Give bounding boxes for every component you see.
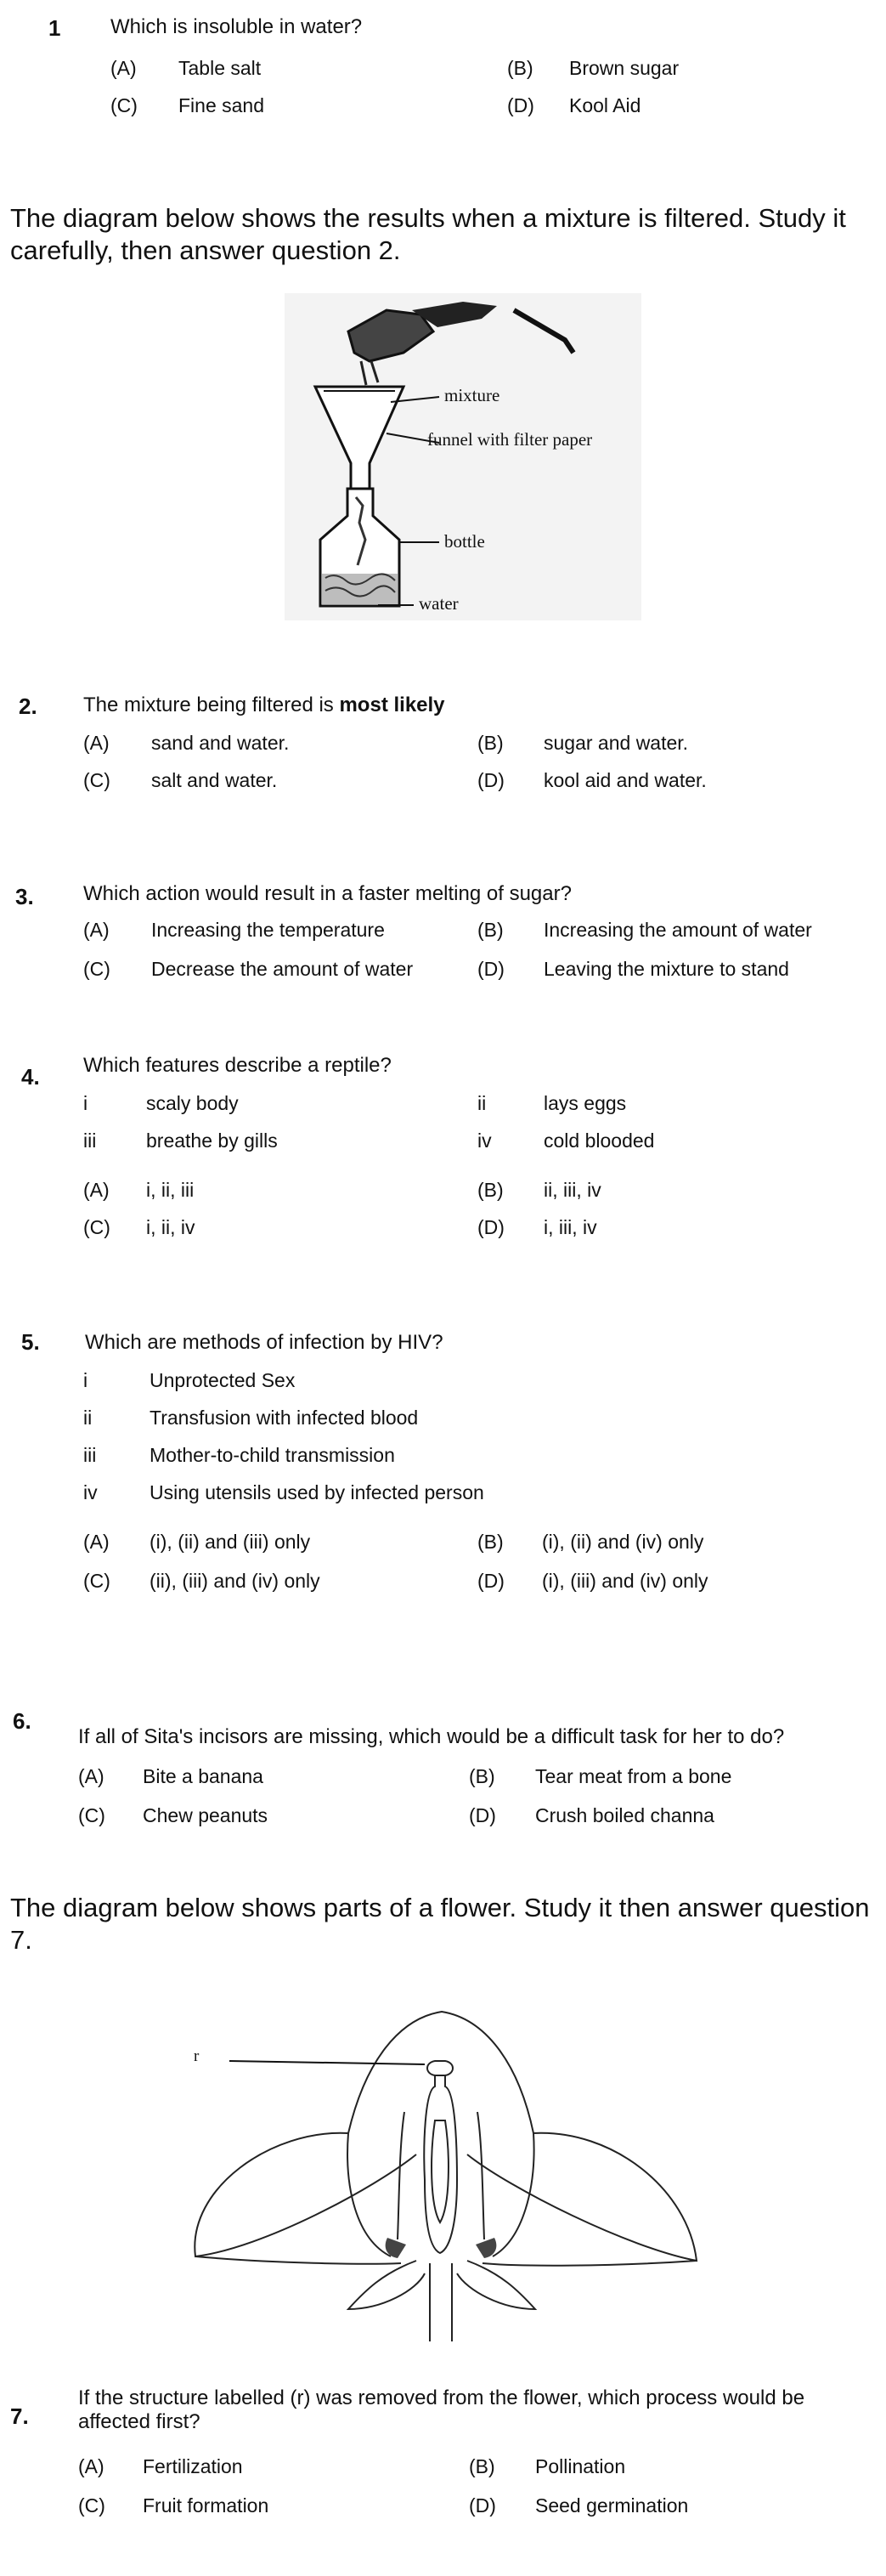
item-text: Transfusion with infected blood	[150, 1407, 419, 1429]
question-stem-line-1: If the structure labelled (r) was removed from the flower, which process would be	[78, 2386, 805, 2409]
item-label: i	[83, 1092, 88, 1114]
item-label: i	[83, 1369, 88, 1391]
option-text: Brown sugar	[569, 57, 680, 79]
option-label: (C)	[78, 1804, 105, 1826]
option-label: (D)	[477, 958, 505, 980]
option-label: (B)	[507, 57, 533, 79]
option-label: (C)	[83, 1216, 110, 1238]
option-text: Fruit formation	[143, 2494, 269, 2517]
item-label: iv	[477, 1129, 492, 1152]
option-label: (B)	[477, 1179, 504, 1201]
option-label: (A)	[78, 1765, 104, 1787]
option-text: (i), (ii) and (iii) only	[150, 1531, 311, 1553]
item-label: ii	[477, 1092, 487, 1114]
option-text: Table salt	[178, 57, 262, 79]
option-label: (B)	[477, 919, 504, 941]
item-text: breathe by gills	[146, 1129, 278, 1152]
item-label: iii	[83, 1129, 97, 1152]
option-text: Tear meat from a bone	[535, 1765, 732, 1787]
question-number: 7.	[10, 2403, 29, 2429]
option-label: (A)	[110, 57, 137, 79]
option-text: (i), (ii) and (iv) only	[542, 1531, 704, 1553]
option-text: salt and water.	[151, 769, 278, 791]
filter-diagram-drawing	[285, 293, 641, 620]
option-text: Pollination	[535, 2455, 626, 2477]
option-text: Fine sand	[178, 94, 265, 116]
option-text: i, ii, iii	[146, 1179, 195, 1201]
intro-flower-line-1: The diagram below shows parts of a flower. Study it then answer question	[10, 1893, 870, 1922]
label-water: water	[419, 593, 459, 614]
label-r: r	[194, 2047, 200, 2065]
option-label: (A)	[83, 1179, 110, 1201]
option-label: (C)	[83, 1570, 110, 1592]
flower-diagram-drawing	[170, 1993, 748, 2350]
question-stem	[83, 694, 445, 717]
flower-diagram	[170, 1993, 748, 2350]
item-label: iv	[83, 1481, 98, 1503]
label-mixture: mixture	[444, 385, 500, 405]
question-stem-line-2: affected first?	[78, 2410, 200, 2433]
item-text: scaly body	[146, 1092, 239, 1114]
option-text: (i), (iii) and (iv) only	[542, 1570, 708, 1592]
option-text: Leaving the mixture to stand	[544, 958, 789, 980]
label-funnel: funnel with filter paper	[427, 429, 593, 450]
option-text: Bite a banana	[143, 1765, 263, 1787]
option-label: (D)	[469, 1804, 496, 1826]
item-text: cold blooded	[544, 1129, 655, 1152]
option-label: (A)	[83, 732, 110, 754]
option-text: Kool Aid	[569, 94, 641, 116]
option-label: (C)	[110, 94, 138, 116]
item-text: Mother-to-child transmission	[150, 1444, 395, 1466]
option-text: Increasing the amount of water	[544, 919, 812, 941]
item-label: iii	[83, 1444, 97, 1466]
option-label: (A)	[78, 2455, 104, 2477]
filter-diagram	[285, 293, 641, 620]
option-text: Crush boiled channa	[535, 1804, 714, 1826]
option-label: (B)	[477, 1531, 504, 1553]
question-number: 6.	[13, 1708, 31, 1734]
option-label: (D)	[477, 1570, 505, 1592]
option-label: (B)	[469, 1765, 495, 1787]
question-stem: Which is insoluble in water?	[110, 15, 363, 38]
item-text: lays eggs	[544, 1092, 627, 1114]
intro-filter-line-2: carefully, then answer question 2.	[10, 235, 401, 265]
option-text: Fertilization	[143, 2455, 243, 2477]
question-stem: If all of Sita's incisors are missing, which would be a difficult task for her to do?	[78, 1725, 785, 1748]
stem-text: The mixture being filtered is	[83, 694, 340, 716]
option-label: (A)	[83, 1531, 110, 1553]
intro-flower-line-2: 7.	[10, 1925, 32, 1955]
question-number: 5.	[21, 1329, 40, 1355]
option-label: (D)	[477, 1216, 505, 1238]
item-text: Using utensils used by infected person	[150, 1481, 484, 1503]
question-stem: Which action would result in a faster melting of sugar?	[83, 882, 572, 905]
option-text: i, ii, iv	[146, 1216, 195, 1238]
option-label: (D)	[477, 769, 505, 791]
option-text: sand and water.	[151, 732, 290, 754]
item-label: ii	[83, 1407, 93, 1429]
question-number: 3.	[15, 884, 34, 909]
option-text: (ii), (iii) and (iv) only	[150, 1570, 320, 1592]
option-label: (D)	[507, 94, 534, 116]
stem-emphasis: most likely	[339, 694, 445, 716]
label-bottle: bottle	[444, 531, 485, 552]
option-text: kool aid and water.	[544, 769, 707, 791]
option-label: (C)	[83, 958, 110, 980]
option-text: Decrease the amount of water	[151, 958, 414, 980]
option-text: i, iii, iv	[544, 1216, 597, 1238]
option-label: (B)	[469, 2455, 495, 2477]
option-label: (A)	[83, 919, 110, 941]
option-label: (C)	[78, 2494, 105, 2517]
question-number: 2.	[19, 694, 37, 719]
option-text: sugar and water.	[544, 732, 689, 754]
option-text: Increasing the temperature	[151, 919, 385, 941]
option-text: ii, iii, iv	[544, 1179, 601, 1201]
option-label: (B)	[477, 732, 504, 754]
option-text: Seed germination	[535, 2494, 689, 2517]
question-stem: Which features describe a reptile?	[83, 1054, 392, 1077]
question-number: 4.	[21, 1064, 40, 1090]
question-number: 1	[48, 15, 61, 41]
option-text: Chew peanuts	[143, 1804, 268, 1826]
option-label: (D)	[469, 2494, 496, 2517]
intro-filter-line-1: The diagram below shows the results when a mixture is filtered. Study it	[10, 203, 846, 233]
question-stem: Which are methods of infection by HIV?	[85, 1331, 443, 1354]
item-text: Unprotected Sex	[150, 1369, 296, 1391]
option-label: (C)	[83, 769, 110, 791]
